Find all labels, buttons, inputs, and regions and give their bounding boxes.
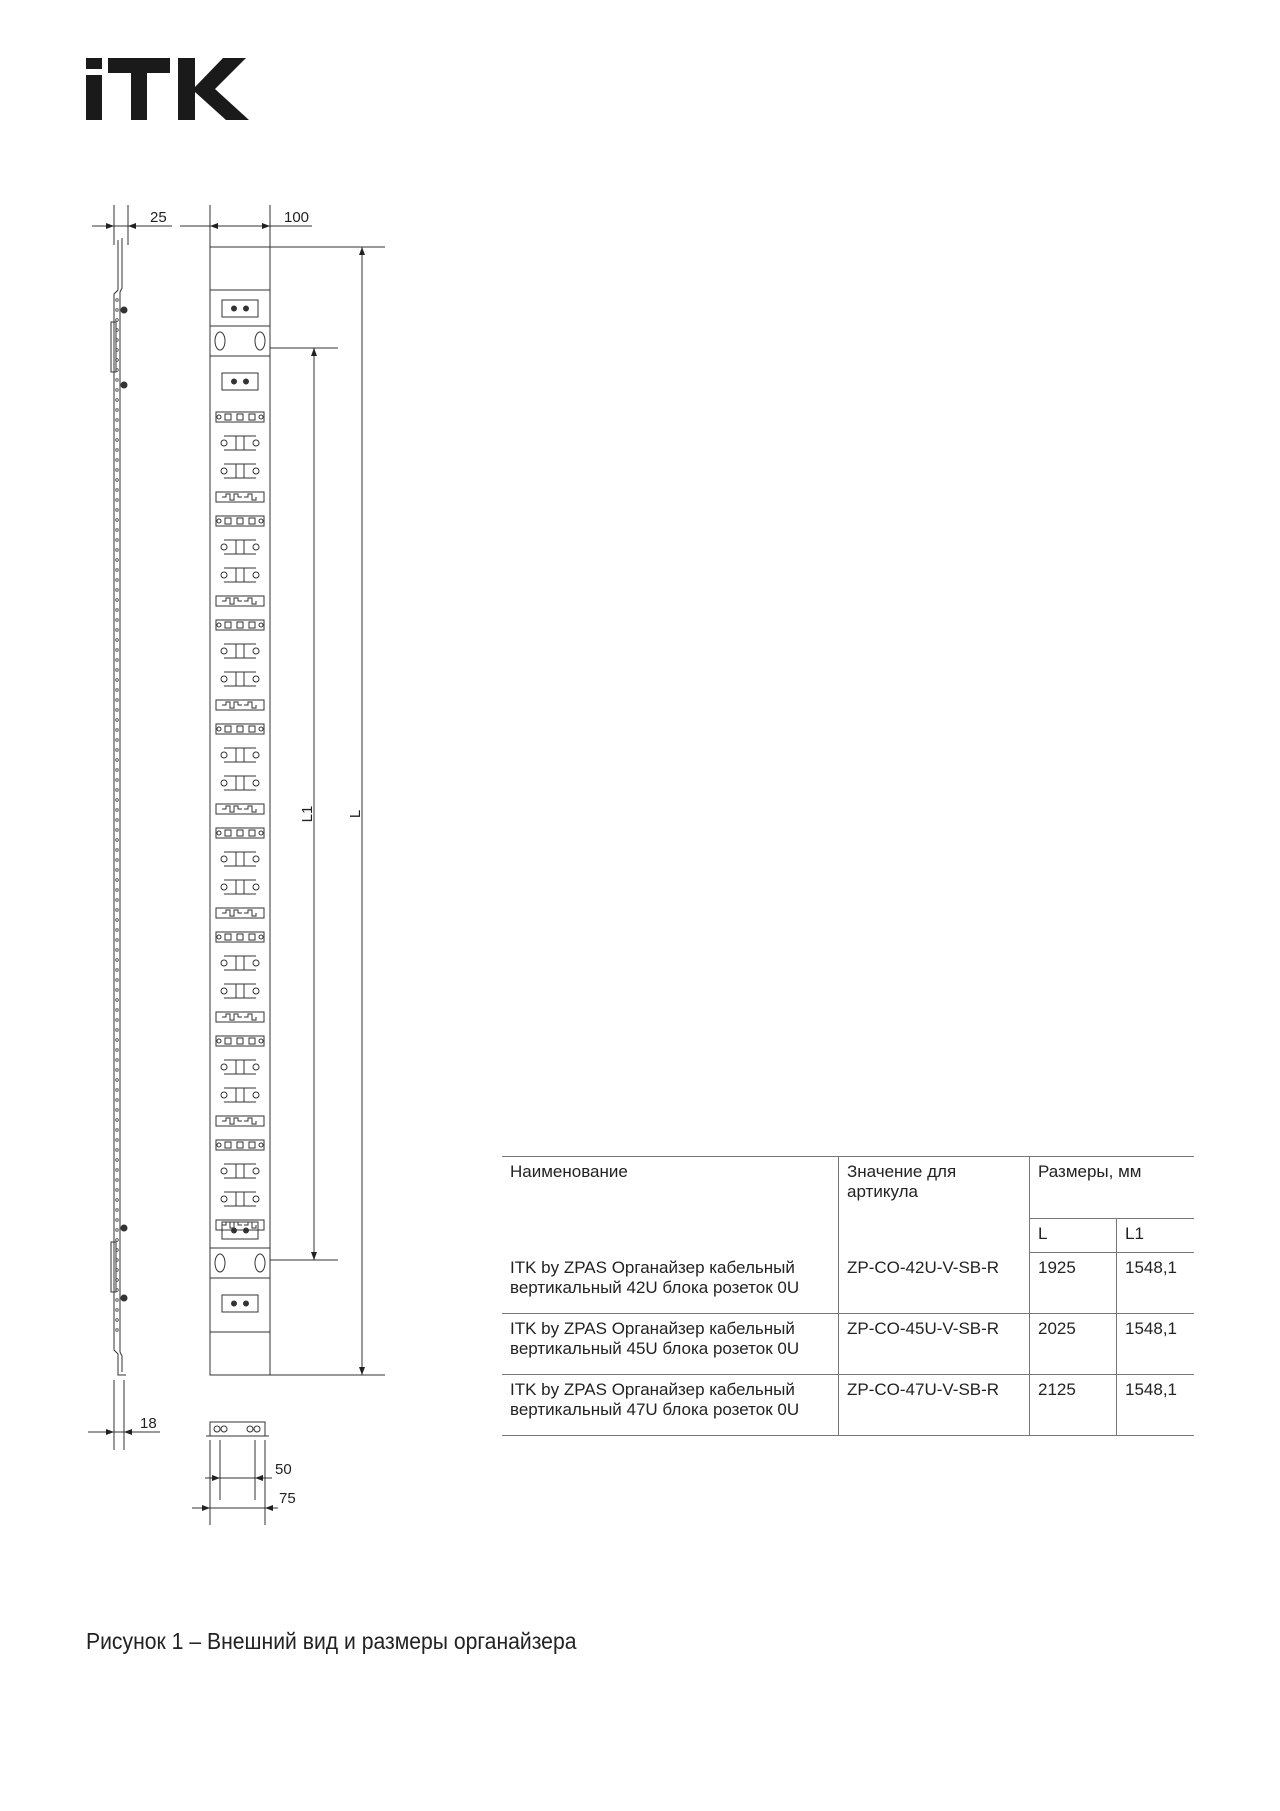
dim-side-depth: 18 <box>140 1415 157 1432</box>
dimension-arrow <box>265 1505 273 1511</box>
guide-end <box>253 752 259 758</box>
square-hole <box>249 414 255 420</box>
mounting-hole <box>116 839 119 842</box>
mounting-hole <box>116 339 119 342</box>
plate-screw <box>232 379 237 384</box>
cell-l1: 1548,1 <box>1117 1375 1195 1436</box>
dim-front-width: 100 <box>284 209 310 226</box>
mounting-hole <box>116 1159 119 1162</box>
square-hole <box>225 830 231 836</box>
mounting-hole <box>116 489 119 492</box>
mounting-hole <box>116 1299 119 1302</box>
dimension-arrow <box>210 223 218 229</box>
mounting-hole <box>116 739 119 742</box>
top-view-hole <box>254 1426 260 1432</box>
round-hole <box>259 727 263 731</box>
cable-guide <box>224 880 256 894</box>
plate-screw <box>244 379 249 384</box>
round-hole <box>259 1143 263 1147</box>
mounting-hole <box>116 349 119 352</box>
dimension-arrow <box>106 223 114 229</box>
cable-guide <box>224 644 256 658</box>
guide-end <box>253 1064 259 1070</box>
front-clamp <box>210 1248 270 1278</box>
mounting-hole <box>116 639 119 642</box>
cable-guide <box>224 1192 256 1206</box>
round-hole <box>217 623 221 627</box>
top-view-body <box>210 1422 265 1436</box>
square-hole <box>225 622 231 628</box>
mounting-hole <box>116 1309 119 1312</box>
front-plate <box>222 373 258 390</box>
square-hole <box>249 518 255 524</box>
mounting-hole <box>116 769 119 772</box>
mounting-hole <box>116 589 119 592</box>
mounting-hole <box>116 1189 119 1192</box>
mounting-hole <box>116 1009 119 1012</box>
cell-article: ZP-CO-45U-V-SB-R <box>839 1314 1030 1375</box>
guide-end <box>221 572 227 578</box>
cable-guide <box>224 1060 256 1074</box>
cable-guide <box>224 776 256 790</box>
guide-end <box>221 440 227 446</box>
mounting-hole <box>116 1259 119 1262</box>
mounting-hole <box>116 789 119 792</box>
mounting-hole <box>116 939 119 942</box>
square-hole <box>249 830 255 836</box>
cell-name: ITK by ZPAS Органайзер кабельный вертикальный 42U блока розеток 0U <box>502 1253 839 1314</box>
mounting-hole <box>116 1039 119 1042</box>
guide-end <box>221 752 227 758</box>
cable-guide <box>224 568 256 582</box>
mounting-hole <box>116 949 119 952</box>
square-hole <box>249 622 255 628</box>
mounting-hole <box>116 629 119 632</box>
side-screw <box>121 382 127 388</box>
square-hole <box>237 414 243 420</box>
square-hole <box>237 934 243 940</box>
round-hole <box>259 935 263 939</box>
mounting-hole <box>116 969 119 972</box>
square-hole <box>237 830 243 836</box>
tab-row <box>216 1012 264 1022</box>
square-hole <box>249 1142 255 1148</box>
mounting-hole <box>116 579 119 582</box>
cable-guide <box>224 672 256 686</box>
mounting-hole <box>116 409 119 412</box>
mounting-hole <box>116 759 119 762</box>
figure-caption: Рисунок 1 – Внешний вид и размеры органайзера <box>86 1628 577 1654</box>
mounting-hole <box>116 329 119 332</box>
mounting-hole <box>116 359 119 362</box>
round-hole <box>259 623 263 627</box>
side-screw <box>121 1295 127 1301</box>
mounting-hole <box>116 419 119 422</box>
mounting-hole <box>116 1229 119 1232</box>
mounting-hole <box>116 889 119 892</box>
square-hole <box>237 518 243 524</box>
cable-guide <box>224 540 256 554</box>
clamp-slot <box>255 1254 265 1272</box>
plate-screw <box>232 1301 237 1306</box>
mounting-hole <box>116 689 119 692</box>
guide-end <box>253 572 259 578</box>
table-row <box>502 1314 1194 1375</box>
tab-row <box>216 804 264 814</box>
mounting-hole <box>116 979 119 982</box>
dim-top-outer: 75 <box>279 1490 296 1507</box>
front-clamp <box>210 326 270 356</box>
mounting-hole <box>116 1029 119 1032</box>
guide-end <box>253 544 259 550</box>
mounting-hole <box>116 1239 119 1242</box>
cell-l: 2025 <box>1030 1314 1117 1375</box>
dimension-arrow <box>202 1505 210 1511</box>
guide-end <box>253 884 259 890</box>
mounting-hole <box>116 479 119 482</box>
square-hole <box>225 1142 231 1148</box>
square-hole <box>237 726 243 732</box>
round-hole <box>259 415 263 419</box>
mounting-hole <box>116 879 119 882</box>
front-plate <box>222 300 258 317</box>
dimension-arrow <box>255 1475 263 1481</box>
tab-row <box>216 596 264 606</box>
guide-end <box>221 468 227 474</box>
mounting-hole <box>116 899 119 902</box>
mounting-hole <box>116 599 119 602</box>
mounting-hole <box>116 809 119 812</box>
cell-article: ZP-CO-47U-V-SB-R <box>839 1375 1030 1436</box>
guide-end <box>253 440 259 446</box>
mounting-hole <box>116 1079 119 1082</box>
guide-end <box>253 856 259 862</box>
mounting-hole <box>116 389 119 392</box>
header-article: Значение для артикула <box>839 1157 1030 1253</box>
mounting-hole <box>116 869 119 872</box>
mounting-hole <box>116 699 119 702</box>
top-view-hole <box>221 1426 227 1432</box>
square-hole <box>225 518 231 524</box>
square-hole <box>249 1038 255 1044</box>
mounting-hole <box>116 1279 119 1282</box>
mounting-hole <box>116 299 119 302</box>
table-row <box>502 1375 1194 1436</box>
mounting-hole <box>116 309 119 312</box>
mounting-hole <box>116 1139 119 1142</box>
mounting-hole <box>116 619 119 622</box>
dimension-arrow <box>124 1429 132 1435</box>
mounting-hole <box>116 1129 119 1132</box>
mounting-hole <box>116 779 119 782</box>
mounting-hole <box>116 749 119 752</box>
mounting-hole <box>116 719 119 722</box>
side-view-profile <box>120 238 122 1372</box>
round-hole <box>259 519 263 523</box>
round-hole <box>217 415 221 419</box>
mounting-hole <box>116 399 119 402</box>
guide-end <box>253 648 259 654</box>
cell-article: ZP-CO-42U-V-SB-R <box>839 1253 1030 1314</box>
clamp-slot <box>215 1254 225 1272</box>
mounting-hole <box>116 1329 119 1332</box>
cable-guide <box>224 748 256 762</box>
clamp-slot <box>215 332 225 350</box>
square-hole <box>225 414 231 420</box>
guide-end <box>221 1196 227 1202</box>
cell-l1: 1548,1 <box>1117 1314 1195 1375</box>
dim-inner-length: L1 <box>299 805 316 823</box>
cable-guide <box>224 436 256 450</box>
mounting-hole <box>116 609 119 612</box>
dim-top-inner: 50 <box>275 1461 292 1478</box>
square-hole <box>249 726 255 732</box>
dim-side-width: 25 <box>150 209 167 226</box>
guide-end <box>253 780 259 786</box>
mounting-hole <box>116 1149 119 1152</box>
mounting-hole <box>116 469 119 472</box>
mounting-hole <box>116 989 119 992</box>
mounting-hole <box>116 709 119 712</box>
guide-end <box>221 780 227 786</box>
spec-table <box>502 1156 1194 1436</box>
mounting-hole <box>116 319 119 322</box>
dimension-arrow <box>128 223 136 229</box>
dimension-arrow <box>106 1429 114 1435</box>
mounting-hole <box>116 1169 119 1172</box>
guide-end <box>221 884 227 890</box>
guide-end <box>253 1168 259 1174</box>
round-hole <box>217 1143 221 1147</box>
mounting-hole <box>116 369 119 372</box>
header-sizes: Размеры, мм <box>1030 1157 1195 1219</box>
mounting-hole <box>116 1209 119 1212</box>
mounting-hole <box>116 909 119 912</box>
mounting-hole <box>116 459 119 462</box>
mounting-hole <box>116 439 119 442</box>
mounting-hole <box>116 1179 119 1182</box>
mounting-hole <box>116 849 119 852</box>
square-hole <box>225 934 231 940</box>
guide-end <box>221 1168 227 1174</box>
mounting-hole <box>116 1019 119 1022</box>
round-hole <box>259 1039 263 1043</box>
mounting-hole <box>116 1059 119 1062</box>
mounting-hole <box>116 1289 119 1292</box>
cell-l: 2125 <box>1030 1375 1117 1436</box>
mounting-hole <box>116 959 119 962</box>
guide-end <box>221 648 227 654</box>
mounting-hole <box>116 1249 119 1252</box>
cable-guide <box>224 956 256 970</box>
tab-row <box>216 700 264 710</box>
round-hole <box>217 1039 221 1043</box>
mounting-hole <box>116 1109 119 1112</box>
mounting-hole <box>116 549 119 552</box>
mounting-hole <box>116 829 119 832</box>
guide-end <box>221 960 227 966</box>
round-hole <box>259 831 263 835</box>
square-hole <box>225 1038 231 1044</box>
top-view-hole <box>247 1426 253 1432</box>
square-hole <box>237 1038 243 1044</box>
top-view-hole <box>214 1426 220 1432</box>
dimension-arrow <box>359 1367 365 1375</box>
cell-name: ITK by ZPAS Органайзер кабельный вертикальный 45U блока розеток 0U <box>502 1314 839 1375</box>
mounting-hole <box>116 859 119 862</box>
mounting-hole <box>116 509 119 512</box>
mounting-hole <box>116 1049 119 1052</box>
mounting-hole <box>116 559 119 562</box>
square-hole <box>249 934 255 940</box>
header-l: L <box>1030 1219 1117 1253</box>
mounting-hole <box>116 1069 119 1072</box>
cable-guide <box>224 1164 256 1178</box>
mounting-hole <box>116 539 119 542</box>
side-screw <box>121 1225 127 1231</box>
guide-end <box>221 544 227 550</box>
guide-end <box>221 1092 227 1098</box>
dimension-arrow <box>212 1475 220 1481</box>
mounting-hole <box>116 729 119 732</box>
front-plate <box>222 1295 258 1312</box>
mounting-hole <box>116 519 119 522</box>
mounting-hole <box>116 1089 119 1092</box>
mounting-hole <box>116 1219 119 1222</box>
cable-guide <box>224 1088 256 1102</box>
cell-l: 1925 <box>1030 1253 1117 1314</box>
mounting-hole <box>116 819 119 822</box>
square-hole <box>237 622 243 628</box>
header-name: Наименование <box>502 1157 839 1253</box>
mounting-hole <box>116 919 119 922</box>
dimension-arrow <box>359 247 365 255</box>
mounting-hole <box>116 499 119 502</box>
plate-screw <box>244 1301 249 1306</box>
guide-end <box>221 1064 227 1070</box>
round-hole <box>217 727 221 731</box>
mounting-hole <box>116 799 119 802</box>
guide-end <box>253 676 259 682</box>
square-hole <box>237 1142 243 1148</box>
tab-row <box>216 492 264 502</box>
side-screw <box>121 307 127 313</box>
clamp-slot <box>255 332 265 350</box>
mounting-hole <box>116 1099 119 1102</box>
cable-guide <box>224 984 256 998</box>
mounting-hole <box>116 529 119 532</box>
guide-end <box>221 676 227 682</box>
guide-end <box>253 1196 259 1202</box>
square-hole <box>225 726 231 732</box>
mounting-hole <box>116 669 119 672</box>
cell-name: ITK by ZPAS Органайзер кабельный вертикальный 47U блока розеток 0U <box>502 1375 839 1436</box>
cable-guide <box>224 852 256 866</box>
cable-guide <box>224 464 256 478</box>
mounting-hole <box>116 449 119 452</box>
guide-end <box>253 1092 259 1098</box>
mounting-hole <box>116 999 119 1002</box>
dim-total-length: L <box>347 809 364 819</box>
guide-end <box>253 468 259 474</box>
mounting-hole <box>116 929 119 932</box>
mounting-hole <box>116 679 119 682</box>
guide-end <box>221 856 227 862</box>
round-hole <box>217 831 221 835</box>
dimension-arrow <box>311 348 317 356</box>
dimension-arrow <box>262 223 270 229</box>
round-hole <box>217 519 221 523</box>
plate-screw <box>232 306 237 311</box>
guide-end <box>221 988 227 994</box>
cell-l1: 1548,1 <box>1117 1253 1195 1314</box>
tab-row <box>216 1116 264 1126</box>
header-l1: L1 <box>1117 1219 1195 1253</box>
round-hole <box>217 935 221 939</box>
table-row <box>502 1253 1194 1314</box>
dimension-arrow <box>311 1252 317 1260</box>
mounting-hole <box>116 649 119 652</box>
mounting-hole <box>116 1269 119 1272</box>
mounting-hole <box>116 1319 119 1322</box>
guide-end <box>253 988 259 994</box>
mounting-hole <box>116 429 119 432</box>
mounting-hole <box>116 1199 119 1202</box>
mounting-hole <box>116 569 119 572</box>
guide-end <box>253 960 259 966</box>
mounting-hole <box>116 1119 119 1122</box>
plate-screw <box>244 306 249 311</box>
tab-row <box>216 908 264 918</box>
mounting-hole <box>116 379 119 382</box>
mounting-hole <box>116 659 119 662</box>
